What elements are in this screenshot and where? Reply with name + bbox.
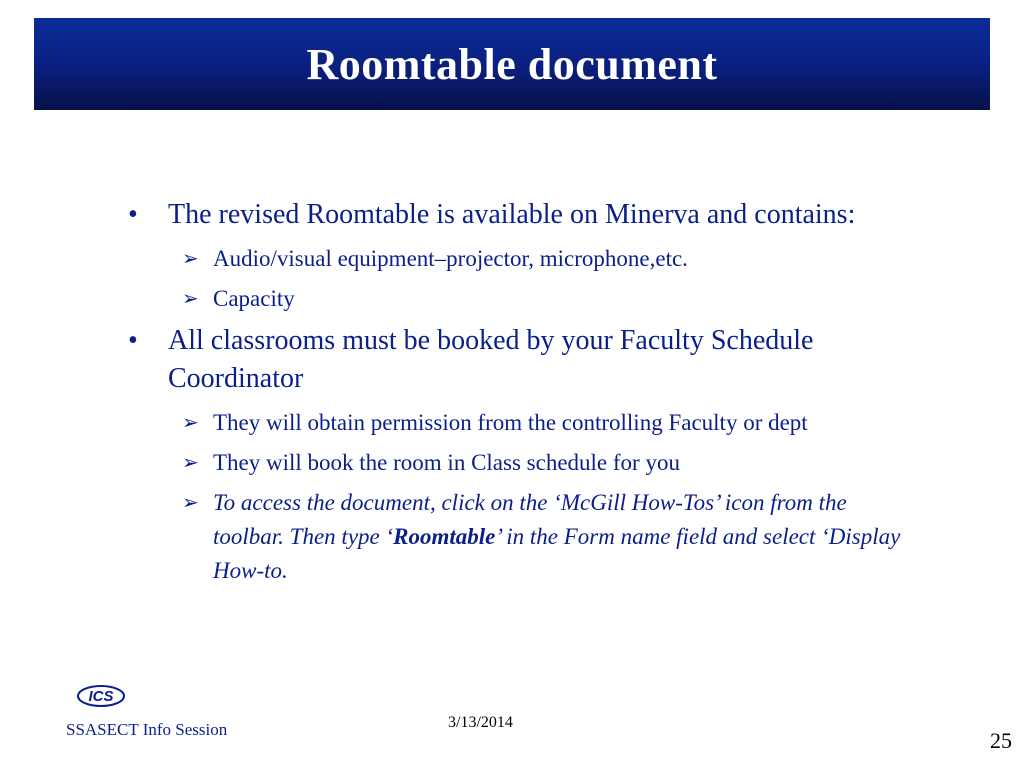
instruction-item (128, 486, 908, 588)
sub-bullet-text: They will book the room in Class schedule for you (213, 450, 680, 475)
arrow-bullet-icon: ➢ (182, 288, 199, 310)
bullet-text: All classrooms must be booked by your Faculty Schedule Coordinator (168, 325, 814, 394)
bullet-item (128, 196, 908, 234)
ics-logo-icon (76, 684, 126, 708)
slide-content (128, 196, 908, 594)
arrow-bullet-icon: ➢ (182, 248, 199, 270)
logo-text: ICS (88, 688, 114, 705)
sub-bullet-item (128, 282, 908, 316)
slide-title: Roomtable document (306, 39, 718, 89)
instruction-text-2: ’ in the Form name field and select ‘Display How-to. (213, 524, 901, 583)
arrow-bullet-icon: ➢ (182, 412, 199, 434)
bullet-dot-icon: • (128, 199, 138, 230)
sub-bullet-item (128, 406, 908, 440)
bullet-item (128, 322, 908, 398)
bullet-dot-icon: • (128, 325, 138, 356)
sub-bullet-text: Capacity (213, 286, 295, 311)
sub-bullet-text: Audio/visual equipment–projector, microphone,etc. (213, 246, 688, 271)
sub-bullet-item (128, 242, 908, 276)
arrow-bullet-icon: ➢ (182, 492, 199, 514)
arrow-bullet-icon: ➢ (182, 452, 199, 474)
footer-session: SSASECT Info Session (66, 720, 228, 739)
instruction-bold-term: Roomtable (393, 524, 496, 549)
instruction-text-1: To access the document, click on the ‘McGill How-Tos’ icon from the toolbar. Then type ‘ (213, 490, 847, 549)
sub-bullet-item (128, 446, 908, 480)
title-bar (34, 18, 990, 110)
bullet-text: The revised Roomtable is available on Minerva and contains: (168, 199, 856, 230)
footer-date: 3/13/2014 (448, 714, 513, 731)
sub-bullet-text: They will obtain permission from the controlling Faculty or dept (213, 410, 808, 435)
page-number: 25 (990, 728, 1012, 753)
